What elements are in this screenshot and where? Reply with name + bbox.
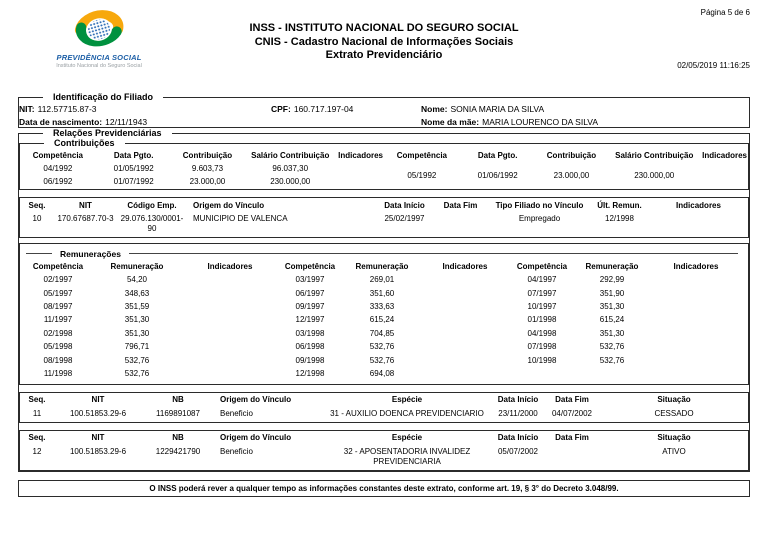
- beneficio-cell: 12: [32, 446, 42, 456]
- remuneracao-cell: 09/1998: [295, 355, 325, 365]
- contribution-cell: 06/1992: [43, 177, 73, 187]
- remuneracao-header: Indicadores: [673, 261, 719, 271]
- contribution-cell: [701, 169, 748, 189]
- remuneracao-cell: 02/1998: [43, 328, 73, 338]
- vinculo-header: Origem do Vínculo: [193, 200, 265, 210]
- contribuicoes-table-left: [20, 149, 384, 189]
- vinculo-cell: 12/1998: [605, 214, 634, 224]
- cpf-value: 160.717.197-04: [293, 104, 354, 114]
- remuneracoes-table: [20, 260, 748, 381]
- remuneracao-header: Indicadores: [442, 261, 488, 271]
- identificacao-grid: [19, 104, 749, 127]
- beneficio-cell: 11: [32, 408, 42, 418]
- contribution-cell: [337, 176, 384, 189]
- disclaimer-text: O INSS poderá rever a qualquer tempo as informações constantes deste extrato, conforme art. 19, § 3° do Decreto 3.048/99.: [149, 483, 619, 493]
- beneficio-cell: Beneficio: [220, 446, 253, 456]
- beneficio-cell: 100.51853.29-6: [69, 446, 127, 456]
- remuneracao-cell: 05/1998: [43, 342, 73, 352]
- nit-value: 112.57715.87-3: [37, 104, 97, 114]
- nome-value: SONIA MARIA DA SILVA: [450, 104, 545, 114]
- beneficio-header: Origem do Vínculo: [220, 433, 292, 443]
- remuneracao-cell: [580, 367, 644, 380]
- nascimento-label: Data de nascimento:: [19, 117, 103, 127]
- identificacao-section: [18, 92, 750, 128]
- remuneracao-cell: 704,85: [369, 328, 395, 338]
- remuneracao-cell: 615,24: [369, 315, 395, 325]
- beneficio-cell: 23/11/2000: [498, 408, 538, 418]
- remuneracao-cell: [178, 301, 282, 314]
- beneficio-header: Espécie: [391, 433, 423, 443]
- remuneracao-cell: 694,08: [369, 368, 395, 378]
- beneficio-cell: 1169891087: [156, 408, 200, 418]
- contribution-header: Salário Contribuição: [251, 150, 330, 160]
- beneficio-cell: 04/07/2002: [551, 408, 593, 418]
- contribuicoes-tables: [20, 149, 748, 189]
- vinculo-cell: [432, 213, 489, 237]
- beneficio-header: NB: [172, 395, 184, 405]
- vinculo-header: Últ. Remun.: [597, 200, 642, 210]
- remuneracao-cell: 10/1997: [527, 302, 557, 312]
- beneficio-cell: ATIVO: [662, 446, 686, 456]
- remuneracao-cell: [426, 301, 504, 314]
- remuneracao-cell: 10/1998: [527, 355, 557, 365]
- contribution-cell: 01/05/1992: [113, 163, 154, 173]
- remuneracoes-legend: Remunerações: [60, 248, 121, 259]
- contribution-cell: 05/1992: [407, 170, 437, 180]
- remuneracao-header: Indicadores: [207, 261, 253, 271]
- remuneracao-cell: [178, 341, 282, 354]
- generated-timestamp: 02/05/2019 11:16:25: [677, 61, 750, 70]
- mae-field: [421, 117, 749, 127]
- contribution-cell: 230.000,00: [634, 170, 675, 180]
- remuneracao-cell: 333,63: [369, 302, 395, 312]
- contribution-cell: 9.603,73: [191, 163, 224, 173]
- remuneracao-cell: 351,30: [599, 302, 625, 312]
- remuneracao-cell: 532,76: [124, 368, 150, 378]
- remuneracao-cell: 06/1998: [295, 342, 325, 352]
- contribution-cell: 01/07/1992: [113, 177, 154, 187]
- remuneracao-cell: [644, 287, 748, 300]
- beneficio-header: Data Início: [497, 395, 539, 405]
- remuneracao-cell: 615,24: [599, 315, 625, 325]
- vinculo-cell: 25/02/1997: [384, 214, 425, 224]
- remuneracao-cell: 07/1998: [527, 342, 557, 352]
- beneficio-cell: 1229421790: [155, 446, 201, 456]
- remuneracao-cell: 532,76: [599, 342, 625, 352]
- contribution-cell: [337, 162, 384, 175]
- beneficio-header: Origem do Vínculo: [220, 395, 292, 405]
- remuneracao-cell: 06/1997: [295, 288, 325, 298]
- contribution-header: Indicadores: [702, 150, 747, 160]
- vinculo-box: [19, 197, 749, 238]
- remuneracao-cell: 532,76: [599, 355, 625, 365]
- contribution-header: Contribuição: [182, 150, 233, 160]
- remuneracao-cell: 351,30: [124, 315, 150, 325]
- remuneracao-cell: 351,59: [124, 302, 150, 312]
- contribution-cell: 96.037,30: [272, 163, 309, 173]
- vinculo-cell: 29.076.130/0001-90: [120, 214, 184, 234]
- page-number: Página 5 de 6: [700, 8, 750, 17]
- remuneracao-cell: 02/1997: [43, 275, 73, 285]
- remuneracao-cell: [426, 274, 504, 287]
- remuneracao-cell: 08/1997: [43, 302, 73, 312]
- beneficio-header: NB: [172, 433, 184, 443]
- remuneracao-cell: [178, 327, 282, 340]
- remuneracao-cell: [644, 354, 748, 367]
- mae-value: MARIA LOURENCO DA SILVA: [482, 117, 598, 127]
- remuneracao-cell: 351,90: [599, 288, 625, 298]
- contribution-cell: 01/06/1992: [477, 170, 518, 180]
- cpf-field: [271, 104, 421, 114]
- brand-name: PREVIDÊNCIA SOCIAL: [56, 53, 142, 62]
- remuneracao-cell: 01/1998: [527, 315, 557, 325]
- remuneracao-cell: 05/1997: [43, 288, 73, 298]
- vinculo-cell: MUNICIPIO DE VALENCA: [193, 214, 288, 224]
- contribution-header: Contribuição: [546, 150, 597, 160]
- remuneracao-cell: [644, 367, 748, 380]
- beneficio-header: NIT: [91, 433, 105, 443]
- contribution-header: Indicadores: [338, 150, 383, 160]
- contribuicoes-table-right: [384, 149, 748, 189]
- remuneracoes-box: [19, 243, 749, 385]
- remuneracao-cell: 08/1998: [43, 355, 73, 365]
- vinculo-cell: 10: [32, 214, 42, 224]
- vinculo-cell: [649, 213, 748, 237]
- remuneracao-cell: [178, 314, 282, 327]
- remuneracao-cell: [644, 314, 748, 327]
- remuneracao-cell: 269,01: [369, 275, 395, 285]
- vinculo-table: [20, 198, 748, 237]
- vinculo-header: Seq.: [28, 200, 46, 210]
- legend-dash: [26, 253, 52, 254]
- nome-label: Nome:: [421, 104, 448, 114]
- remuneracao-cell: 12/1998: [295, 368, 325, 378]
- remuneracao-cell: [644, 341, 748, 354]
- remuneracao-cell: [644, 301, 748, 314]
- vinculo-header: Data Fim: [443, 200, 478, 210]
- identificacao-legend: Identificação do Filiado: [53, 92, 154, 102]
- beneficio-cell: 32 - APOSENTADORIA INVALIDEZ PREVIDENCIARIA: [343, 446, 471, 466]
- remuneracao-cell: 03/1998: [295, 328, 325, 338]
- beneficio-header: Espécie: [391, 395, 423, 405]
- nascimento-field: [19, 117, 271, 127]
- relacoes-legend: Relações Previdenciárias: [53, 128, 162, 138]
- remuneracao-cell: [504, 367, 580, 380]
- remuneracoes-legend-row: [20, 247, 748, 260]
- beneficio-header: Seq.: [28, 433, 46, 443]
- remuneracao-cell: 07/1997: [527, 288, 557, 298]
- remuneracao-cell: 351,30: [124, 328, 150, 338]
- title-line-3: Extrato Previdenciário: [325, 49, 443, 61]
- contribuicoes-section: [19, 138, 749, 190]
- remuneracao-cell: 351,30: [599, 328, 625, 338]
- vinculo-header: Indicadores: [676, 200, 721, 210]
- nit-field: [19, 104, 271, 114]
- remuneracao-cell: [644, 327, 748, 340]
- remuneracao-cell: 04/1997: [527, 275, 557, 285]
- remuneracao-cell: [426, 367, 504, 380]
- beneficio-box-2: [19, 430, 749, 471]
- remuneracao-cell: 09/1997: [295, 302, 325, 312]
- remuneracao-cell: 54,20: [126, 275, 148, 285]
- remuneracao-cell: [178, 367, 282, 380]
- remuneracao-cell: 11/1997: [43, 315, 73, 325]
- beneficio-header: Seq.: [28, 395, 46, 405]
- nit-label: NIT:: [19, 104, 35, 114]
- beneficio-box-1: [19, 392, 749, 423]
- vinculo-header: Data Início: [384, 200, 425, 210]
- contribution-header: Data Pgto.: [477, 150, 518, 160]
- relacoes-previdenciarias-section: [18, 128, 750, 472]
- contribution-cell: 23.000,00: [553, 170, 590, 180]
- nome-field: [421, 104, 749, 114]
- document-title-block: [18, 22, 750, 63]
- remuneracao-cell: [178, 274, 282, 287]
- legend-line: [129, 253, 738, 254]
- remuneracao-header: Competência: [284, 261, 336, 271]
- vinculo-cell: 170.67687.70-3: [57, 214, 114, 224]
- beneficio-header: Situação: [657, 395, 691, 405]
- remuneracao-header: Competência: [32, 261, 84, 271]
- beneficio-header: Data Fim: [555, 395, 589, 405]
- remuneracao-header: Remuneração: [355, 261, 409, 271]
- beneficio-header: Data Fim: [555, 433, 589, 443]
- footer-disclaimer: [18, 480, 750, 497]
- remuneracao-cell: [644, 274, 748, 287]
- beneficio-header: NIT: [91, 395, 105, 405]
- remuneracao-cell: [178, 287, 282, 300]
- vinculo-header: Tipo Filiado no Vínculo: [495, 200, 584, 210]
- beneficio-table-2: [20, 431, 748, 470]
- vinculo-header: Código Emp.: [127, 200, 177, 210]
- mae-label: Nome da mãe:: [421, 117, 480, 127]
- beneficio-table-1: [20, 393, 748, 422]
- beneficio-cell: CESSADO: [654, 408, 694, 418]
- remuneracao-cell: 532,76: [369, 342, 395, 352]
- contribution-header: Salário Contribuição: [615, 150, 694, 160]
- contribution-header: Data Pgto.: [113, 150, 154, 160]
- remuneracao-cell: [426, 327, 504, 340]
- contribution-header: Competência: [396, 150, 447, 160]
- remuneracao-cell: [426, 341, 504, 354]
- contribution-cell: 23.000,00: [189, 177, 226, 187]
- remuneracao-cell: [178, 354, 282, 367]
- title-line-2: CNIS - Cadastro Nacional de Informações Sociais: [254, 35, 514, 48]
- remuneracao-cell: 11/1998: [43, 368, 73, 378]
- remuneracao-cell: 03/1997: [295, 275, 325, 285]
- remuneracao-header: Competência: [516, 261, 568, 271]
- remuneracao-cell: [426, 354, 504, 367]
- remuneracao-cell: 351,60: [369, 288, 395, 298]
- beneficio-cell: 31 - AUXILIO DOENCA PREVIDENCIARIO: [330, 408, 484, 418]
- remuneracao-cell: 12/1997: [295, 315, 325, 325]
- contribution-cell: 230.000,00: [270, 177, 311, 187]
- remuneracao-cell: [426, 287, 504, 300]
- contribution-cell: 04/1992: [43, 163, 73, 173]
- cpf-label: CPF:: [271, 104, 291, 114]
- remuneracao-header: Remuneração: [110, 261, 164, 271]
- remuneracao-cell: 348,63: [124, 288, 150, 298]
- remuneracao-cell: 04/1998: [527, 328, 557, 338]
- remuneracao-cell: 292,99: [599, 275, 625, 285]
- beneficio-cell: 05/07/2002: [497, 446, 539, 456]
- page-info: [677, 8, 750, 70]
- vinculo-cell: Empregado: [518, 214, 561, 224]
- beneficio-cell: [544, 445, 600, 469]
- contribuicoes-legend: Contribuições: [54, 138, 115, 148]
- brand-subtitle: Instituto Nacional do Seguro Social: [56, 63, 142, 69]
- remuneracao-cell: 532,76: [124, 355, 150, 365]
- beneficio-cell: Beneficio: [220, 408, 253, 418]
- beneficio-header: Data Início: [497, 433, 539, 443]
- remuneracao-cell: 532,76: [369, 355, 395, 365]
- document-header: [18, 8, 750, 92]
- remuneracao-cell: 796,71: [124, 342, 150, 352]
- remuneracao-cell: [426, 314, 504, 327]
- beneficio-header: Situação: [657, 433, 691, 443]
- remuneracao-header: Remuneração: [585, 261, 639, 271]
- beneficio-cell: 100.51853.29-6: [69, 408, 127, 418]
- nascimento-value: 12/11/1943: [105, 117, 148, 127]
- title-line-1: INSS - INSTITUTO NACIONAL DO SEGURO SOCIAL: [249, 22, 519, 34]
- vinculo-header: NIT: [79, 200, 92, 210]
- contribution-header: Competência: [32, 150, 83, 160]
